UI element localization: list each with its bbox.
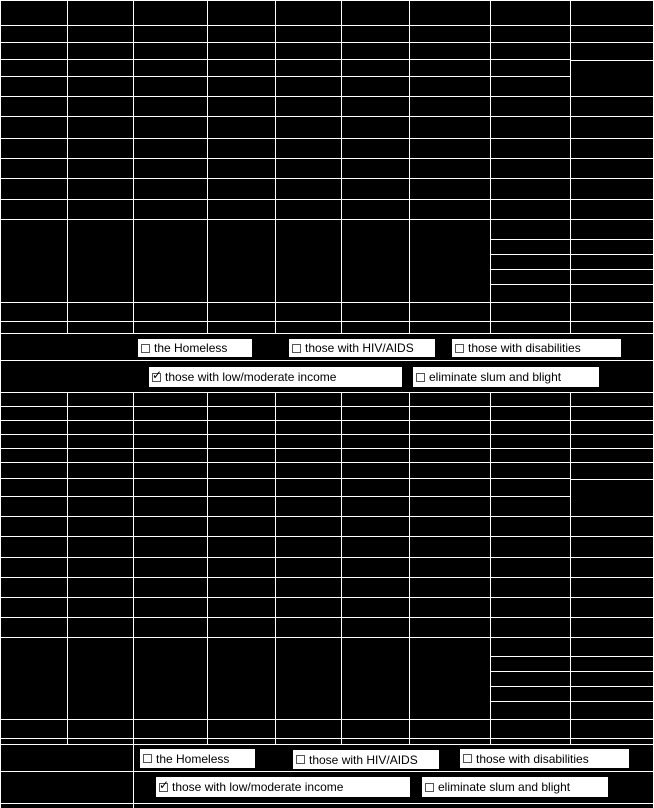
grid-line-horizontal: [0, 0, 654, 1]
grid-line-horizontal: [490, 269, 654, 270]
grid-line-horizontal: [490, 686, 654, 687]
checkbox-field[interactable]: [412, 366, 600, 388]
checkbox-checked-icon[interactable]: [152, 373, 161, 382]
grid-line-horizontal: [0, 138, 654, 139]
grid-line-horizontal: [0, 516, 654, 517]
checkbox-checked-icon[interactable]: [159, 783, 168, 792]
checkbox-unchecked-icon[interactable]: [296, 755, 305, 764]
grid-line-horizontal: [0, 478, 570, 479]
grid-line-horizontal: [570, 462, 654, 463]
grid-line-horizontal: [490, 701, 654, 702]
grid-line-horizontal: [0, 25, 654, 26]
grid-line-vertical: [275, 0, 276, 333]
checkbox-label: those with HIV/AIDS: [305, 341, 414, 355]
grid-line-horizontal: [0, 536, 654, 537]
grid-line-vertical: [207, 392, 208, 744]
grid-line-horizontal: [490, 284, 654, 285]
grid-line-horizontal: [0, 116, 654, 117]
checkbox-field[interactable]: [421, 776, 609, 798]
checkbox-field[interactable]: [451, 338, 622, 358]
checkbox-field[interactable]: [155, 776, 411, 798]
grid-line-horizontal: [570, 479, 654, 480]
grid-line-horizontal: [0, 302, 654, 303]
grid-line-horizontal: [0, 158, 654, 159]
grid-line-horizontal: [0, 96, 654, 97]
grid-line-vertical: [133, 392, 134, 808]
grid-line-horizontal: [0, 420, 654, 421]
checkbox-label: the Homeless: [156, 751, 230, 766]
grid-line-horizontal: [0, 434, 654, 435]
grid-line-horizontal: [0, 637, 654, 638]
checkbox-unchecked-icon[interactable]: [463, 754, 472, 763]
grid-line-horizontal: [0, 219, 654, 220]
checkbox-field[interactable]: [459, 748, 630, 769]
grid-line-vertical: [570, 392, 571, 744]
grid-line-horizontal: [490, 239, 654, 240]
grid-line-vertical: [409, 0, 410, 333]
checkbox-label: eliminate slum and blight: [429, 370, 562, 384]
checkbox-unchecked-icon[interactable]: [292, 344, 301, 353]
grid-line-horizontal: [0, 406, 654, 407]
grid-line-horizontal: [0, 199, 654, 200]
grid-line-horizontal: [0, 617, 654, 618]
grid-line-vertical: [490, 392, 491, 744]
checkbox-label: those with low/moderate income: [165, 370, 337, 384]
checkbox-unchecked-icon[interactable]: [143, 754, 152, 763]
grid-line-vertical: [67, 392, 68, 744]
grid-line-horizontal: [490, 656, 654, 657]
checkbox-field[interactable]: [288, 338, 436, 358]
grid-line-vertical: [67, 0, 68, 333]
checkbox-field[interactable]: [148, 366, 403, 388]
grid-line-horizontal: [0, 178, 654, 179]
grid-line-horizontal: [0, 42, 570, 43]
checkbox-field[interactable]: [137, 338, 253, 358]
grid-line-horizontal: [0, 771, 654, 772]
grid-line-vertical: [275, 392, 276, 744]
grid-line-horizontal: [570, 60, 654, 61]
grid-line-horizontal: [0, 462, 570, 463]
grid-line-horizontal: [570, 42, 654, 43]
grid-line-horizontal: [0, 392, 654, 393]
checkbox-label: those with low/moderate income: [172, 780, 344, 794]
grid-line-horizontal: [0, 577, 654, 578]
grid-line-horizontal: [0, 448, 654, 449]
grid-line-horizontal: [0, 59, 570, 60]
grid-line-horizontal: [0, 597, 654, 598]
grid-line-horizontal: [0, 803, 654, 804]
checkbox-unchecked-icon[interactable]: [416, 373, 425, 382]
grid-line-horizontal: [0, 360, 654, 361]
grid-line-vertical: [341, 0, 342, 333]
grid-line-horizontal: [0, 744, 654, 745]
grid-line-horizontal: [490, 671, 654, 672]
grid-line-horizontal: [0, 333, 654, 334]
grid-line-horizontal: [490, 254, 654, 255]
checkbox-label: those with HIV/AIDS: [309, 752, 418, 767]
grid-line-horizontal: [0, 557, 654, 558]
grid-line-vertical: [0, 0, 1, 808]
grid-line-horizontal: [0, 321, 654, 322]
grid-line-vertical: [570, 0, 571, 333]
grid-line-vertical: [409, 392, 410, 744]
grid-line-horizontal: [0, 719, 654, 720]
grid-line-vertical: [207, 0, 208, 333]
checkbox-label: the Homeless: [154, 341, 228, 355]
checkbox-label: eliminate slum and blight: [438, 780, 571, 794]
checkbox-unchecked-icon[interactable]: [141, 344, 150, 353]
grid-line-horizontal: [0, 76, 570, 77]
checkbox-unchecked-icon[interactable]: [455, 344, 464, 353]
grid-line-horizontal: [0, 738, 654, 739]
checkbox-unchecked-icon[interactable]: [425, 783, 434, 792]
checkbox-field[interactable]: [139, 748, 256, 769]
grid-line-horizontal: [0, 496, 570, 497]
checkbox-label: those with disabilities: [476, 751, 589, 766]
grid-line-vertical: [341, 392, 342, 744]
grid-line-vertical: [133, 0, 134, 333]
grid-line-vertical: [490, 0, 491, 333]
checkbox-label: those with disabilities: [468, 341, 581, 355]
checkbox-field[interactable]: [292, 749, 440, 770]
